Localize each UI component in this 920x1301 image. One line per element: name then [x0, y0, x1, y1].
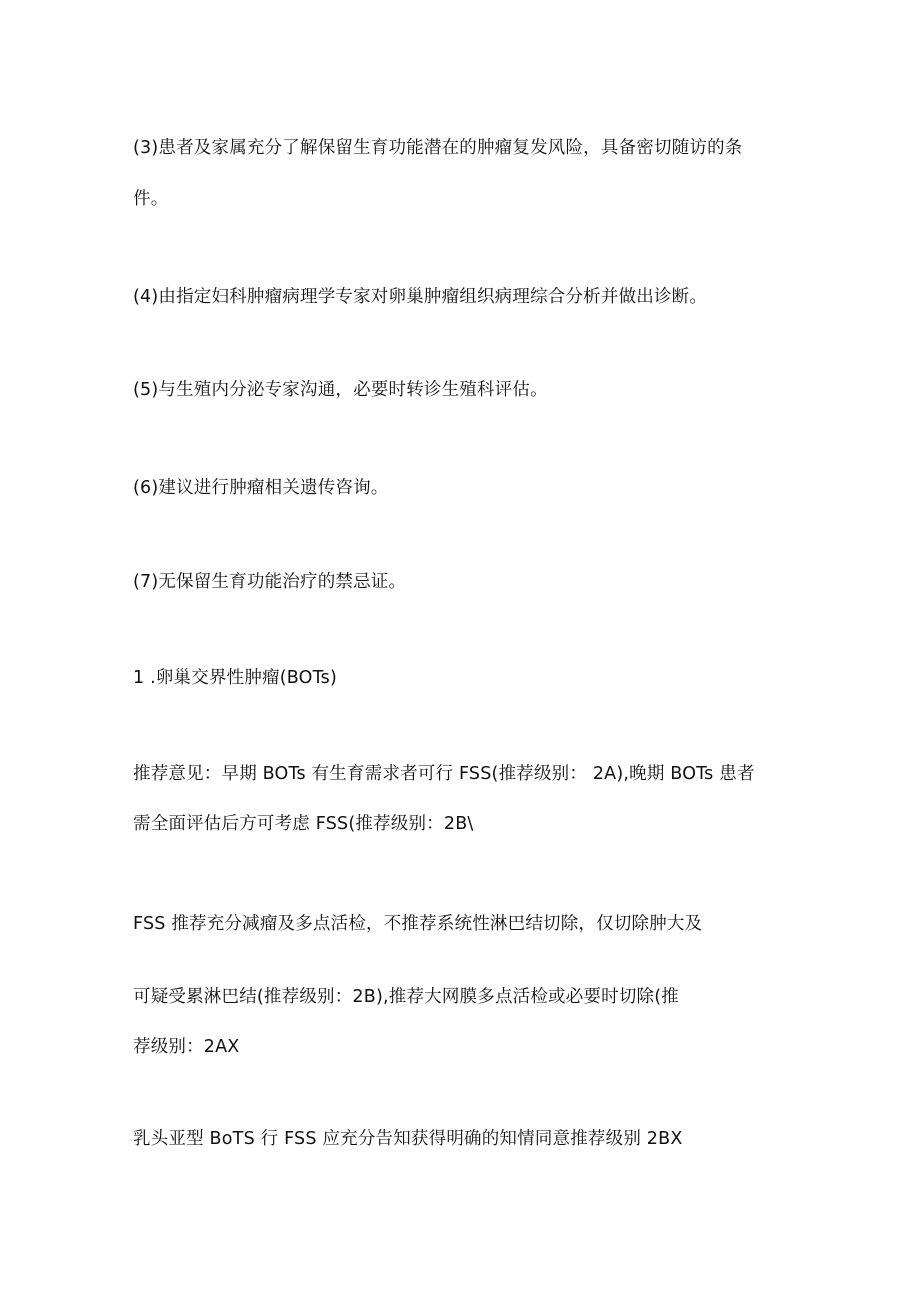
- criterion-5: (5)与生殖内分泌专家沟通，必要时转诊生殖科评估。: [133, 380, 548, 400]
- criterion-3-line-2: 件。: [133, 189, 169, 209]
- section-heading: 1 .卵巢交界性肿瘤(BOTs): [133, 668, 337, 688]
- fss-paragraph-line-2: 可疑受累淋巴结(推荐级别：2B),推荐大网膜多点活检或必要时切除(推: [133, 987, 679, 1007]
- criterion-7: (7)无保留生育功能治疗的禁忌证。: [133, 572, 407, 592]
- papillary-subtype-paragraph: 乳头亚型 BoTS 行 FSS 应充分告知获得明确的知情同意推荐级别 2BX: [133, 1129, 683, 1149]
- fss-paragraph-line-3: 荐级别：2AX: [133, 1037, 240, 1057]
- criterion-4: (4)由指定妇科肿瘤病理学专家对卵巢肿瘤组织病理综合分析并做出诊断。: [133, 287, 708, 307]
- fss-paragraph-line-1: FSS 推荐充分减瘤及多点活检，不推荐系统性淋巴结切除，仅切除肿大及: [133, 914, 703, 934]
- criterion-3-line-1: (3)患者及家属充分了解保留生育功能潜在的肿瘤复发风险，具备密切随访的条: [133, 138, 743, 158]
- criterion-6: (6)建议进行肿瘤相关遗传咨询。: [133, 478, 389, 498]
- recommendation-line-1: 推荐意见：早期 BOTs 有生育需求者可行 FSS(推荐级别： 2A),晚期 BOTs 患者: [133, 764, 755, 784]
- recommendation-line-2: 需全面评估后方可考虑 FSS(推荐级别：2B\: [133, 814, 474, 834]
